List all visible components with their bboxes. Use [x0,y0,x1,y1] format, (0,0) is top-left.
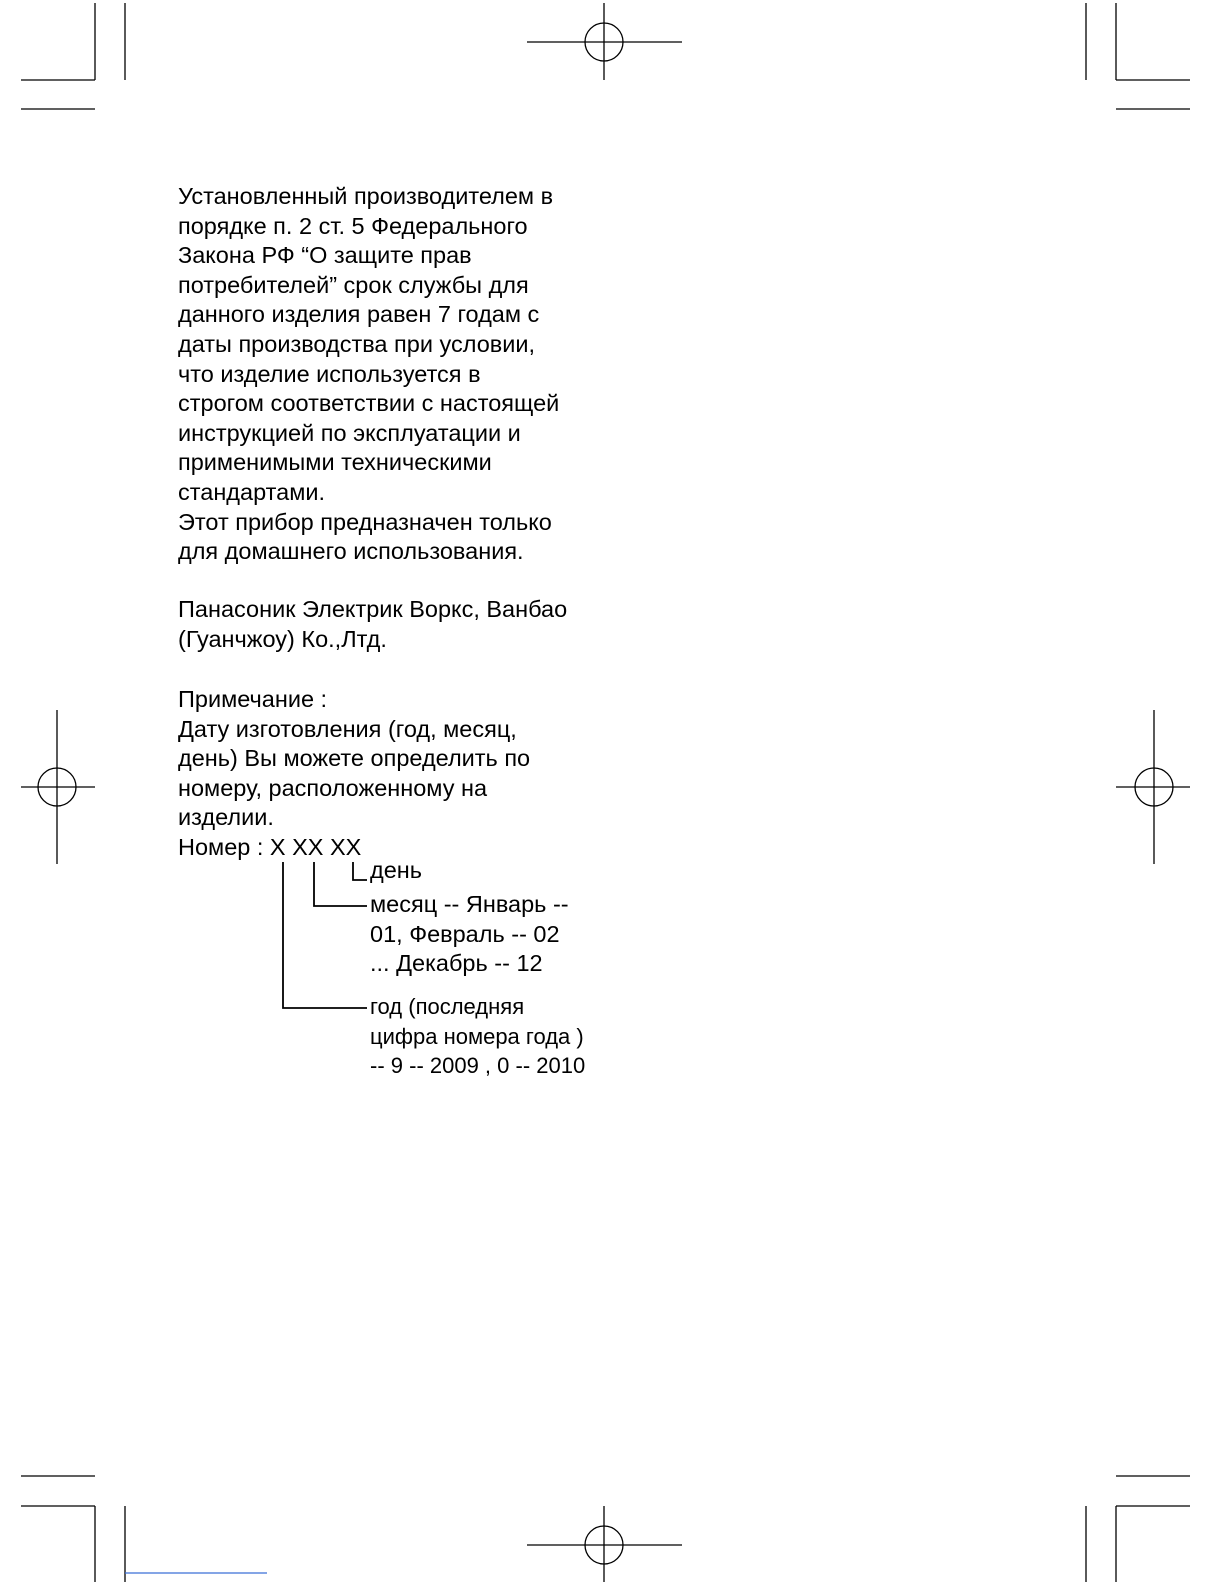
text-line: Этот прибор предназначен только [178,508,552,535]
legend-month [370,890,569,979]
legend-year [370,992,585,1081]
note-line: Дату изготовления (год, месяц, [178,715,517,742]
text-line: для домашнего использования. [178,538,524,565]
note-heading: Примечание : [178,686,328,712]
text-line: инструкцией по эксплуатации и [178,419,521,446]
legend-year-line: -- 9 -- 2009 , 0 -- 2010 [370,1053,586,1079]
note-line: изделии. [178,804,274,831]
text-line: что изделие используется в [178,360,481,387]
legend-year-line: год (последняя [370,994,525,1019]
legend-month-line: 01, Февраль -- 02 [370,920,560,947]
year-connector [283,862,367,1008]
manufacturer-line: (Гуанчжоу) Ко.,Лтд. [178,625,387,652]
manufacturer-line: Панасоник Электрик Воркс, Ванбао [178,596,568,622]
text-line: порядке п. 2 ст. 5 Федерального [178,212,528,239]
day-connector [353,862,367,880]
legend-year-line: цифра номера года ) [370,1023,584,1049]
text-line: данного изделия равен 7 годам с [178,301,540,328]
text-line: потребителей” срок службы для [178,271,529,298]
month-connector [314,862,367,906]
text-line: применимыми техническими [178,449,492,476]
number-label: Номер : X XX XX [178,833,362,860]
legend-month-line: месяц -- Январь -- [370,891,569,917]
text-line: Закона РФ “О защите прав [178,242,472,269]
text-line: Установленный производителем в [178,183,554,209]
text-line: даты производства при условии, [178,330,536,357]
text-line: строгом соответствии с настоящей [178,390,560,417]
note-line: номеру, расположенному на [178,774,488,801]
legend-month-line: ... Декабрь -- 12 [370,950,543,977]
note-line: день) Вы можете определить по [178,745,531,772]
text-line: стандартами. [178,478,326,505]
legend-day: день [370,857,423,883]
